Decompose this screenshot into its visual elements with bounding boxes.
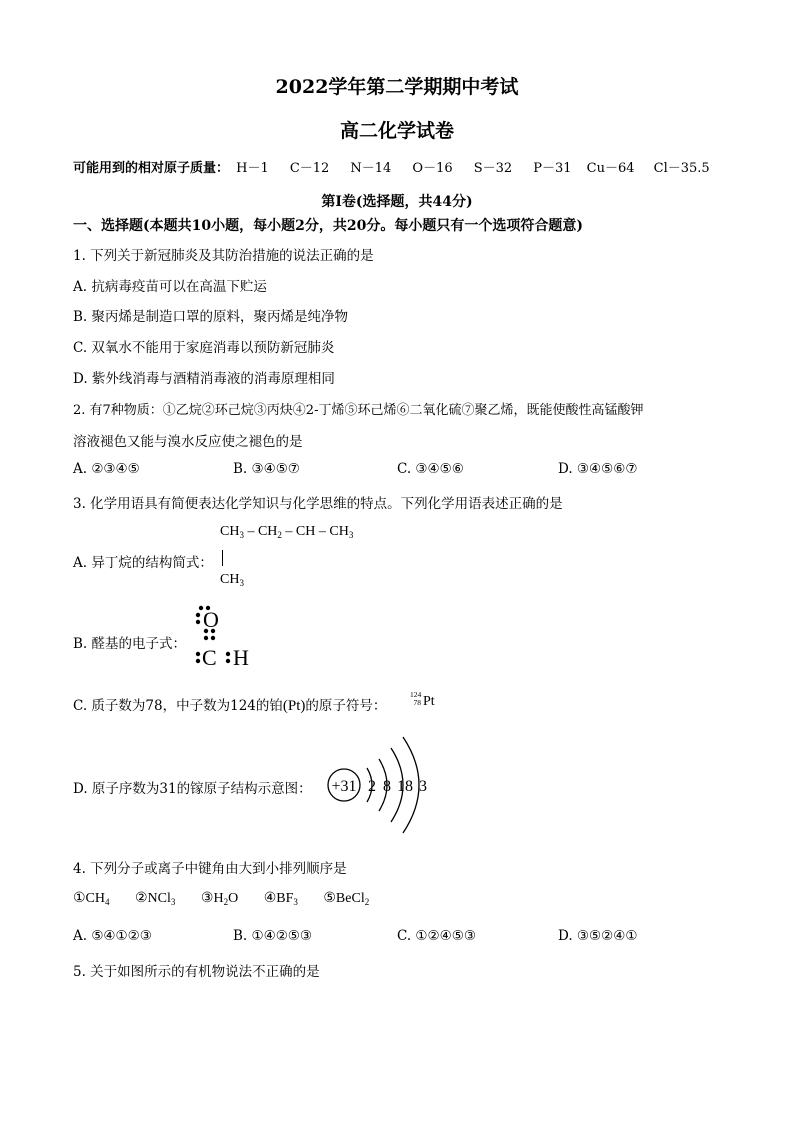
q2-option-a: A. ②③④⑤ [73, 461, 140, 477]
shell-4-count: 3 [419, 778, 427, 795]
atomic-mass-p: P－31 [533, 161, 572, 176]
q4-stem: 4. 下列分子或离子中键角由大到小排列顺序是 [73, 861, 347, 877]
isotope-symbol: Pt [423, 694, 435, 709]
gallium-atom-diagram [325, 733, 445, 838]
q4-option-d: D. ③⑤②④① [558, 928, 638, 944]
atomic-mass-h: H－1 [236, 161, 269, 176]
isotope-atomic-number: 78 [413, 698, 421, 707]
atomic-mass-label: 可能用到的相对原子质量： [73, 161, 230, 176]
q3-option-c-row [73, 694, 386, 715]
atomic-mass-row [73, 157, 710, 176]
q1-option-d: D. 紫外线消毒与酒精消毒液的消毒原理相同 [73, 371, 335, 387]
q1-stem: 1. 下列关于新冠肺炎及其防治措施的说法正确的是 [73, 248, 374, 264]
shell-3-count: 18 [397, 778, 413, 795]
exam-subtitle: 高二化学试卷 [339, 120, 454, 142]
atomic-mass-cu: Cu－64 [586, 161, 635, 176]
q2-option-d: D. ③④⑤⑥⑦ [558, 461, 638, 477]
q4-option-b: B. ①④②⑤③ [233, 928, 313, 944]
q2-stem-line1: 2. 有7种物质：①乙烷②环己烷③丙炔④2-丁烯⑤环己烯⑥二氧化硫⑦聚乙烯，既能使酸性高锰酸钾 [73, 403, 644, 418]
isotope-numbers [410, 691, 421, 707]
atomic-mass-s: S－32 [473, 161, 513, 176]
q3-option-c-tail: 的原子符号： [305, 698, 387, 714]
q3-option-b-label: B. 醛基的电子式： [73, 636, 187, 652]
q4-option-c: C. ①②④⑤③ [397, 928, 476, 944]
q4-species-4: $④BF_3$ [263, 891, 298, 907]
section1-title: 一、选择题(本题共10小题，每小题2分，共20分。每小题只有一个选项符合题意) [73, 218, 583, 234]
atomic-mass-cl: Cl－35.5 [653, 161, 710, 176]
aldehyde-h-atom: H [233, 645, 249, 670]
shell-2-count: 8 [383, 778, 391, 795]
q4-option-a: A. ⑤④①②③ [73, 928, 152, 944]
q3-a-branch: $CH_3$ [220, 572, 244, 588]
q3-option-a-label: A. 异丁烷的结构简式： [73, 555, 213, 571]
exam-title: 2022学年第二学期期中考试 [275, 76, 519, 98]
nucleus-charge: +31 [331, 778, 357, 795]
atomic-mass-c: C－12 [289, 161, 330, 176]
q3-a-bond-line [222, 550, 223, 566]
q4-species-5: ⑤BeCl$_2$ [323, 891, 370, 907]
q1-option-c: C. 双氧水不能用于家庭消毒以预防新冠肺炎 [73, 340, 335, 356]
part1-title: 第Ⅰ卷(选择题，共44分) [321, 194, 473, 210]
q3-stem: 3. 化学用语具有简便表达化学知识与化学思维的特点。下列化学用语表述正确的是 [73, 496, 563, 512]
q3-a-main-chain: $CH_3 - CH_2$ – CH – $CH_3$ [220, 524, 354, 540]
aldehyde-c-atom: C [202, 645, 217, 670]
atomic-mass-o: O－16 [412, 161, 453, 176]
q2-stem-line2: 溶液褪色又能与溴水反应使之褪色的是 [73, 434, 303, 450]
q5-stem: 5. 关于如图所示的有机物说法不正确的是 [73, 964, 320, 980]
q3-option-c-pt: (Pt) [282, 698, 306, 714]
aldehyde-o-atom: O [203, 607, 219, 632]
isotope-mass-number: 124 [410, 690, 422, 699]
shell-1-count: 2 [368, 778, 376, 795]
q3-option-c-label: C. 质子数为78，中子数为124的铂 [73, 698, 283, 714]
q1-option-a: A. 抗病毒疫苗可以在高温下贮运 [73, 279, 267, 295]
q4-species-1: $①CH_4$ [73, 891, 110, 907]
q2-option-b: B. ③④⑤⑦ [233, 461, 300, 477]
atomic-mass-n: N－14 [350, 161, 392, 176]
q4-species-2: ②NCl$_3$ [135, 891, 176, 907]
q4-species-row [73, 890, 369, 907]
aldehyde-electron-diagram [190, 602, 260, 672]
q1-option-b: B. 聚丙烯是制造口罩的原料，聚丙烯是纯净物 [73, 309, 349, 325]
q4-species-3: $③H_2O$ [200, 891, 239, 907]
q2-option-c: C. ③④⑤⑥ [397, 461, 464, 477]
q3-option-d-label: D. 原子序数为31的镓原子结构示意图： [73, 781, 312, 797]
